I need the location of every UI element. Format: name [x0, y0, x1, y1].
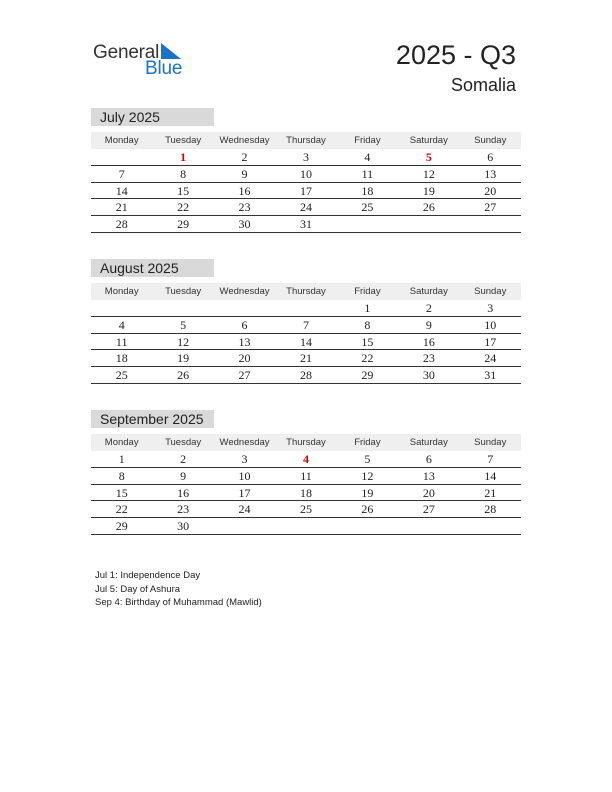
day-cell — [91, 149, 152, 165]
day-cell: 29 — [361, 368, 374, 383]
day-cell: 19 — [177, 351, 190, 366]
weekday-label: Saturday — [409, 135, 448, 146]
day-cell: 14 — [484, 468, 497, 483]
weekday-label: Tuesday — [165, 286, 202, 297]
day-cell: 24 — [484, 351, 497, 366]
day-cell: 3 — [302, 150, 309, 164]
weekday-label: Tuesday — [165, 135, 202, 146]
weekday-label: Thursday — [286, 437, 326, 448]
day-cell: 26 — [361, 502, 374, 517]
day-cell: 27 — [484, 200, 497, 215]
day-cell — [460, 216, 521, 232]
weekday-label: Monday — [104, 437, 139, 448]
day-cell: 29 — [177, 217, 190, 232]
day-cell: 19 — [361, 485, 374, 500]
day-cell: 31 — [484, 368, 497, 383]
week-row — [91, 468, 521, 485]
weekday-header — [91, 132, 521, 149]
day-cell: 13 — [422, 468, 435, 483]
weekday-header — [91, 434, 521, 451]
day-cell: 21 — [115, 200, 128, 215]
day-cell: 30 — [177, 519, 190, 534]
month-grid — [91, 149, 521, 233]
day-cell: 7 — [302, 317, 309, 332]
day-cell: 10 — [299, 166, 312, 181]
day-cell: 22 — [177, 200, 190, 215]
day-cell: 27 — [238, 368, 251, 383]
country-name: Somalia — [450, 75, 516, 95]
weekday-label: Saturday — [409, 437, 448, 448]
week-row — [91, 350, 521, 367]
day-cell — [214, 300, 275, 316]
week-row — [91, 166, 521, 183]
day-cell: 22 — [361, 351, 374, 366]
day-cell: 10 — [484, 317, 497, 332]
day-cell: 27 — [422, 502, 435, 517]
day-cell: 19 — [422, 183, 435, 198]
day-cell: 8 — [364, 317, 371, 332]
weekday-label: Saturday — [409, 286, 448, 297]
weekday-label: Wednesday — [219, 437, 270, 448]
day-cell — [275, 518, 336, 534]
day-cell — [398, 518, 459, 534]
day-cell — [337, 518, 398, 534]
logo-text-blue: Blue — [145, 58, 183, 79]
day-cell: 16 — [238, 183, 251, 198]
day-cell: 21 — [299, 351, 312, 366]
weekday-label: Friday — [354, 437, 381, 448]
weekday-label: Friday — [354, 286, 381, 297]
day-cell: 23 — [177, 502, 190, 517]
day-cell: 1 — [364, 301, 371, 315]
day-cell: 5 — [180, 317, 187, 332]
day-cell — [214, 518, 275, 534]
day-cell: 3 — [241, 452, 248, 466]
month-grid — [91, 451, 521, 535]
week-row — [91, 485, 521, 502]
day-cell: 1 — [180, 150, 187, 164]
day-cell: 15 — [177, 183, 190, 198]
day-cell: 6 — [241, 317, 248, 332]
day-cell: 9 — [425, 317, 432, 332]
week-row — [91, 451, 521, 468]
day-cell: 20 — [422, 485, 435, 500]
day-cell: 2 — [241, 150, 248, 164]
week-row — [91, 216, 521, 233]
day-cell — [152, 300, 213, 316]
day-cell: 4 — [118, 317, 125, 332]
day-cell: 18 — [115, 351, 128, 366]
day-cell: 7 — [118, 166, 125, 181]
month-grid — [91, 300, 521, 384]
day-cell: 28 — [115, 217, 128, 232]
page-title: 2025 - Q3 — [395, 40, 516, 70]
weekday-label: Thursday — [286, 286, 326, 297]
day-cell: 11 — [115, 334, 128, 349]
day-cell: 14 — [115, 183, 128, 198]
day-cell: 16 — [177, 485, 190, 500]
holiday-note: Jul 1: Independence Day — [95, 570, 201, 581]
day-cell: 12 — [361, 468, 374, 483]
weekday-label: Tuesday — [165, 437, 202, 448]
day-cell: 25 — [299, 502, 312, 517]
day-cell: 31 — [299, 217, 312, 232]
day-cell: 20 — [238, 351, 251, 366]
day-cell: 17 — [299, 183, 312, 198]
month-label: August 2025 — [91, 259, 214, 277]
day-cell: 6 — [487, 150, 494, 164]
day-cell: 25 — [361, 200, 374, 215]
day-cell: 24 — [238, 502, 251, 517]
day-cell: 3 — [487, 301, 494, 315]
day-cell: 17 — [238, 485, 251, 500]
week-row — [91, 334, 521, 351]
day-cell: 18 — [361, 183, 374, 198]
month-label: July 2025 — [91, 108, 214, 126]
logo — [93, 40, 193, 80]
week-row — [91, 183, 521, 200]
day-cell: 5 — [425, 150, 432, 164]
holiday-notes — [95, 569, 262, 610]
month-september — [91, 410, 521, 535]
day-cell: 15 — [361, 334, 374, 349]
logo-text-general: General — [93, 42, 160, 63]
weekday-label: Wednesday — [219, 286, 270, 297]
day-cell: 26 — [422, 200, 435, 215]
holiday-note: Sep 4: Birthday of Muhammad (Mawlid) — [95, 597, 262, 608]
week-row — [91, 501, 521, 518]
weekday-label: Sunday — [474, 437, 507, 448]
day-cell: 18 — [299, 485, 312, 500]
day-cell — [275, 300, 336, 316]
day-cell — [460, 518, 521, 534]
week-row — [91, 300, 521, 317]
weekday-header — [91, 283, 521, 300]
day-cell: 26 — [177, 368, 190, 383]
week-row — [91, 518, 521, 535]
day-cell: 4 — [302, 452, 309, 466]
week-row — [91, 367, 521, 384]
day-cell: 7 — [487, 452, 494, 466]
day-cell: 23 — [422, 351, 435, 366]
week-row — [91, 199, 521, 216]
month-label: September 2025 — [91, 410, 214, 428]
day-cell: 25 — [115, 368, 128, 383]
day-cell: 16 — [422, 334, 435, 349]
weekday-label: Monday — [104, 286, 139, 297]
week-row — [91, 149, 521, 166]
day-cell: 23 — [238, 200, 251, 215]
day-cell — [337, 216, 398, 232]
day-cell: 21 — [484, 485, 497, 500]
day-cell: 12 — [177, 334, 190, 349]
weekday-label: Thursday — [286, 135, 326, 146]
day-cell: 30 — [422, 368, 435, 383]
holiday-note: Jul 5: Day of Ashura — [95, 583, 181, 595]
weekday-label: Wednesday — [219, 135, 270, 146]
day-cell: 24 — [299, 200, 312, 215]
day-cell: 28 — [299, 368, 312, 383]
day-cell: 17 — [484, 334, 497, 349]
day-cell — [398, 216, 459, 232]
day-cell: 22 — [115, 502, 128, 517]
month-july — [91, 108, 521, 233]
day-cell: 13 — [484, 166, 497, 181]
day-cell: 20 — [484, 183, 497, 198]
day-cell — [91, 300, 152, 316]
logo-triangle-icon — [161, 43, 181, 59]
day-cell: 29 — [115, 519, 128, 534]
day-cell: 1 — [118, 452, 125, 466]
day-cell: 11 — [300, 468, 312, 483]
day-cell: 28 — [484, 502, 497, 517]
day-cell: 9 — [241, 166, 248, 181]
day-cell: 8 — [118, 468, 125, 483]
weekday-label: Friday — [354, 135, 381, 146]
month-august — [91, 259, 521, 384]
day-cell: 2 — [180, 452, 187, 466]
weekday-label: Monday — [104, 135, 139, 146]
day-cell: 8 — [180, 166, 187, 181]
day-cell: 5 — [364, 452, 371, 466]
week-row — [91, 317, 521, 334]
day-cell: 15 — [115, 485, 128, 500]
day-cell: 13 — [238, 334, 251, 349]
day-cell: 6 — [425, 452, 432, 466]
weekday-label: Sunday — [474, 135, 507, 146]
day-cell: 30 — [238, 217, 251, 232]
day-cell: 12 — [422, 166, 435, 181]
day-cell: 11 — [361, 166, 374, 181]
weekday-label: Sunday — [474, 286, 507, 297]
day-cell: 14 — [299, 334, 312, 349]
day-cell: 9 — [180, 468, 187, 483]
day-cell: 2 — [425, 301, 432, 315]
day-cell: 10 — [238, 468, 251, 483]
day-cell: 4 — [364, 150, 371, 164]
